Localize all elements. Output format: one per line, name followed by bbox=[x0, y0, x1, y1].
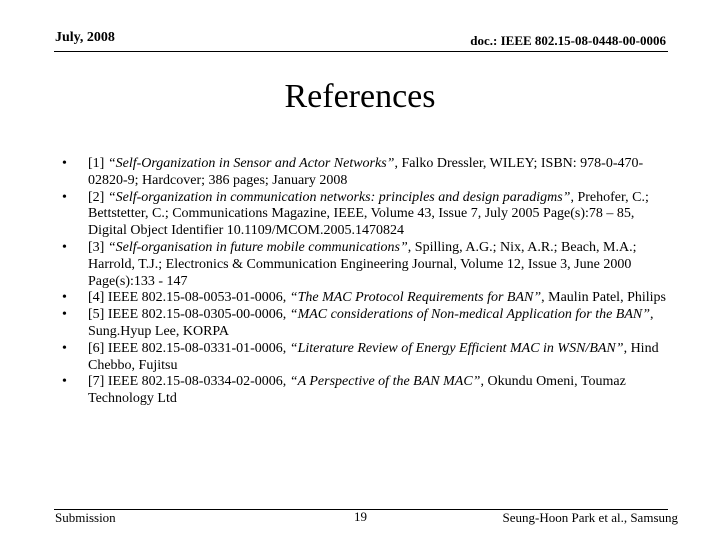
reference-title: “Self-Organization in Sensor and Actor Networks” bbox=[107, 156, 395, 171]
reference-prefix: [6] IEEE 802.15-08-0331-01-0006, bbox=[88, 340, 290, 356]
footer-authors: Seung-Hoon Park et al., Samsung bbox=[502, 510, 678, 525]
bullet-icon: • bbox=[62, 189, 67, 205]
reference-prefix: [1] bbox=[88, 156, 108, 171]
reference-title: “The MAC Protocol Requirements for BAN” bbox=[289, 290, 542, 306]
header-date: July, 2008 bbox=[55, 30, 115, 45]
reference-title: “MAC considerations of Non-medical Application for the BAN” bbox=[289, 307, 651, 323]
bullet-icon: • bbox=[62, 239, 67, 255]
reference-title: “A Perspective of the BAN MAC” bbox=[289, 374, 481, 390]
page-number: 19 bbox=[354, 509, 367, 524]
bullet-icon: • bbox=[62, 374, 67, 390]
reference-title: “Self-organization in communication networks: principles and design paradigms” bbox=[107, 189, 571, 205]
references-list bbox=[62, 156, 672, 408]
reference-item bbox=[62, 374, 672, 408]
reference-details: , Hind Chebbo, Fujitsu bbox=[88, 340, 659, 373]
bullet-icon: • bbox=[62, 290, 67, 306]
footer-submission: Submission bbox=[55, 510, 116, 525]
reference-details: , Falko Dressler, WILEY; ISBN: 978-0-470-02820-9; Hardcover; 386 pages; January 2008 bbox=[88, 156, 644, 188]
reference-details: , Okundu Omeni, Toumaz Technology Ltd bbox=[88, 374, 626, 407]
reference-item bbox=[62, 190, 672, 240]
reference-title: “Self-organisation in future mobile communications” bbox=[107, 239, 408, 255]
reference-prefix: [2] bbox=[88, 189, 108, 205]
reference-prefix: [5] IEEE 802.15-08-0305-00-0006, bbox=[88, 307, 290, 323]
reference-details: , Sung.Hyup Lee, KORPA bbox=[88, 307, 654, 339]
reference-details: , Spilling, A.G.; Nix, A.R.; Beach, M.A.; Harrold, T.J.; Electronics & Communication Engineering Journal, Volume 12, Issue 3, June 2000 Page(s):133 - 147 bbox=[88, 239, 637, 289]
bullet-icon: • bbox=[62, 307, 67, 323]
bullet-icon: • bbox=[62, 340, 67, 356]
reference-item bbox=[62, 290, 672, 307]
reference-item bbox=[62, 307, 672, 341]
reference-prefix: [4] IEEE 802.15-08-0053-01-0006, bbox=[88, 290, 290, 306]
reference-title: “Literature Review of Energy Efficient MAC in WSN/BAN” bbox=[289, 340, 624, 356]
reference-prefix: [7] IEEE 802.15-08-0334-02-0006, bbox=[88, 374, 290, 390]
reference-details: , Prehofer, C.; Bettstetter, C.; Communications Magazine, IEEE, Volume 43, Issue 7, July 2005 Page(s):78 – 85, Digital Object Identifier 10.1109/MCOM.2005.1470824 bbox=[88, 189, 649, 239]
reference-details: , Maulin Patel, Philips bbox=[541, 290, 666, 306]
reference-item bbox=[62, 341, 672, 375]
reference-item bbox=[62, 240, 672, 290]
reference-item bbox=[62, 156, 672, 190]
slide-title: References bbox=[284, 78, 436, 115]
bullet-icon: • bbox=[62, 156, 67, 171]
header-doc-id: doc.: IEEE 802.15-08-0448-00-0006 bbox=[470, 33, 666, 48]
reference-prefix: [3] bbox=[88, 239, 108, 255]
header-divider bbox=[54, 51, 668, 52]
